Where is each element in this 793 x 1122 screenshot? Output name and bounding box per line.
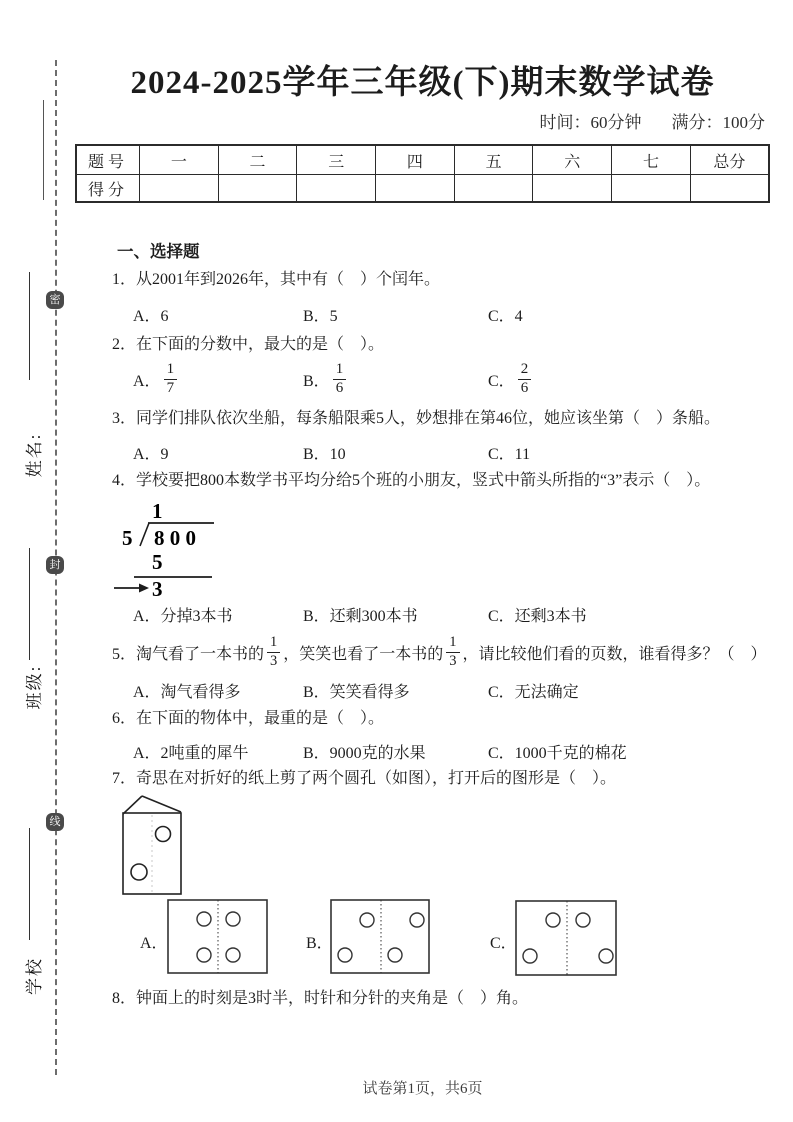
score-table-score-row bbox=[76, 175, 769, 203]
name-blank-line bbox=[29, 272, 30, 380]
option-label: B． bbox=[303, 372, 330, 390]
empty-score-cell bbox=[140, 175, 219, 203]
seal-mi-icon: 密 bbox=[46, 291, 64, 309]
empty-score-cell bbox=[454, 175, 533, 203]
figure-option-a-label: A． bbox=[140, 935, 168, 952]
score-table-cell: 四 bbox=[376, 145, 455, 175]
score-table-cell: 一 bbox=[140, 145, 219, 175]
option-a: A．9 bbox=[133, 446, 169, 463]
arrow-icon bbox=[114, 584, 149, 593]
option-c: C．还剩3本书 bbox=[488, 608, 587, 625]
page-footer: 试卷第1页，共6页 bbox=[362, 1081, 483, 1097]
option-a: A．淘气看得多 bbox=[133, 684, 241, 701]
time-limit: 时间：60分钟 bbox=[539, 113, 642, 132]
option-b: B．笑笑看得多 bbox=[303, 684, 410, 701]
score-table-cell: 二 bbox=[218, 145, 297, 175]
score-table-cell: 三 bbox=[297, 145, 376, 175]
division-quotient: 1 bbox=[152, 499, 163, 523]
question-5-options bbox=[112, 679, 784, 703]
score-table-header-row bbox=[76, 145, 769, 175]
score-table-cell: 五 bbox=[454, 145, 533, 175]
empty-score-cell bbox=[376, 175, 455, 203]
hole-circle bbox=[156, 827, 171, 842]
numerator: 1 bbox=[333, 362, 347, 380]
numerator: 2 bbox=[518, 362, 532, 380]
figure-option-c bbox=[515, 900, 617, 976]
empty-score-cell bbox=[533, 175, 612, 203]
score-table-cell: 七 bbox=[612, 145, 691, 175]
division-divisor: 5 bbox=[122, 526, 133, 550]
question-2-options bbox=[112, 357, 784, 401]
class-label: 班级: bbox=[25, 664, 44, 710]
option-b: B．还剩300本书 bbox=[303, 608, 418, 625]
empty-score-cell bbox=[612, 175, 691, 203]
option-a: A．2吨重的犀牛 bbox=[133, 745, 249, 762]
numerator: 1 bbox=[267, 635, 280, 652]
option-c: C．11 bbox=[488, 446, 531, 463]
empty-score-cell bbox=[218, 175, 297, 203]
denominator: 6 bbox=[335, 379, 344, 396]
option-b: B．9000克的水果 bbox=[303, 745, 426, 762]
question-7: 7．奇思在对折好的纸上剪了两个圆孔（如图），打开后的图形是（ ）。 bbox=[112, 770, 617, 787]
question-text: ，请比较他们看的页数，谁看得多？（ ） bbox=[462, 645, 767, 663]
question-5 bbox=[112, 631, 792, 673]
option-b: B．5 bbox=[303, 308, 338, 325]
denominator: 7 bbox=[166, 379, 175, 396]
score-label-cell: 得分 bbox=[76, 175, 140, 203]
denominator: 3 bbox=[449, 652, 457, 669]
option-a bbox=[133, 357, 180, 401]
seal-feng-icon: 封 bbox=[46, 556, 64, 574]
fraction bbox=[333, 362, 347, 397]
option-b: B．10 bbox=[303, 446, 346, 463]
option-c: C．无法确定 bbox=[488, 684, 579, 701]
question-1: 1．从2001年到2026年，其中有（ ）个闰年。 bbox=[112, 271, 441, 288]
option-c: C．1000千克的棉花 bbox=[488, 745, 627, 762]
figure-option-a bbox=[167, 899, 268, 974]
numerator: 1 bbox=[164, 362, 178, 380]
question-4-options bbox=[112, 603, 784, 627]
fraction bbox=[267, 635, 280, 668]
option-a: A．分掉3本书 bbox=[133, 608, 233, 625]
division-remainder: 3 bbox=[152, 577, 163, 600]
full-score: 满分：100分 bbox=[671, 113, 765, 132]
option-a: A．6 bbox=[133, 308, 169, 325]
numerator: 1 bbox=[446, 635, 459, 652]
long-division-figure bbox=[112, 498, 227, 600]
section-heading: 一、选择题 bbox=[117, 242, 200, 261]
question-4: 4．学校要把800本数学书平均分给5个班的小朋友，竖式中箭头所指的“3”表示（ ）。 bbox=[112, 472, 711, 489]
question-6-options bbox=[112, 740, 784, 764]
seal-xian-icon: 线 bbox=[46, 813, 64, 831]
question-text: 5．淘气看了一本书的 bbox=[112, 645, 265, 663]
fraction bbox=[446, 635, 459, 668]
division-dividend: 8 0 0 bbox=[154, 526, 196, 550]
figure-option-b-label: B． bbox=[306, 935, 333, 952]
figure-option-b bbox=[330, 899, 430, 974]
score-table bbox=[75, 144, 770, 203]
option-label: A． bbox=[133, 372, 161, 390]
figure-option-c-label: C． bbox=[490, 935, 517, 952]
hole-circle bbox=[131, 864, 147, 880]
empty-score-cell bbox=[297, 175, 376, 203]
score-table-cell: 总分 bbox=[690, 145, 769, 175]
name-label: 姓名: bbox=[25, 432, 44, 478]
left-rule-line bbox=[43, 100, 44, 200]
empty-score-cell bbox=[690, 175, 769, 203]
fraction bbox=[164, 362, 178, 397]
fraction bbox=[518, 362, 532, 397]
denominator: 6 bbox=[520, 379, 529, 396]
question-1-options bbox=[112, 303, 784, 327]
score-table-cell: 六 bbox=[533, 145, 612, 175]
question-2: 2．在下面的分数中，最大的是（ ）。 bbox=[112, 336, 385, 353]
denominator: 3 bbox=[270, 652, 278, 669]
folded-paper-figure bbox=[112, 791, 187, 901]
school-label: 学校 bbox=[25, 957, 44, 995]
exam-meta bbox=[540, 108, 766, 133]
question-8: 8．钟面上的时刻是3时半，时针和分针的夹角是（ ）角。 bbox=[112, 990, 529, 1007]
option-b bbox=[303, 357, 349, 401]
paper-title: 2024-2025学年三年级(下)期末数学试卷 bbox=[130, 65, 715, 101]
score-table-cell: 题号 bbox=[76, 145, 140, 175]
division-subtract: 5 bbox=[152, 550, 163, 574]
question-6: 6．在下面的物体中，最重的是（ ）。 bbox=[112, 710, 385, 727]
question-3: 3．同学们排队依次坐船，每条船限乘5人，妙想排在第46位，她应该坐第（ ）条船。 bbox=[112, 410, 721, 427]
option-label: C． bbox=[488, 372, 515, 390]
question-3-options bbox=[112, 441, 784, 465]
option-c bbox=[488, 357, 534, 401]
question-text: ，笑笑也看了一本书的 bbox=[283, 645, 444, 663]
option-c: C．4 bbox=[488, 308, 523, 325]
